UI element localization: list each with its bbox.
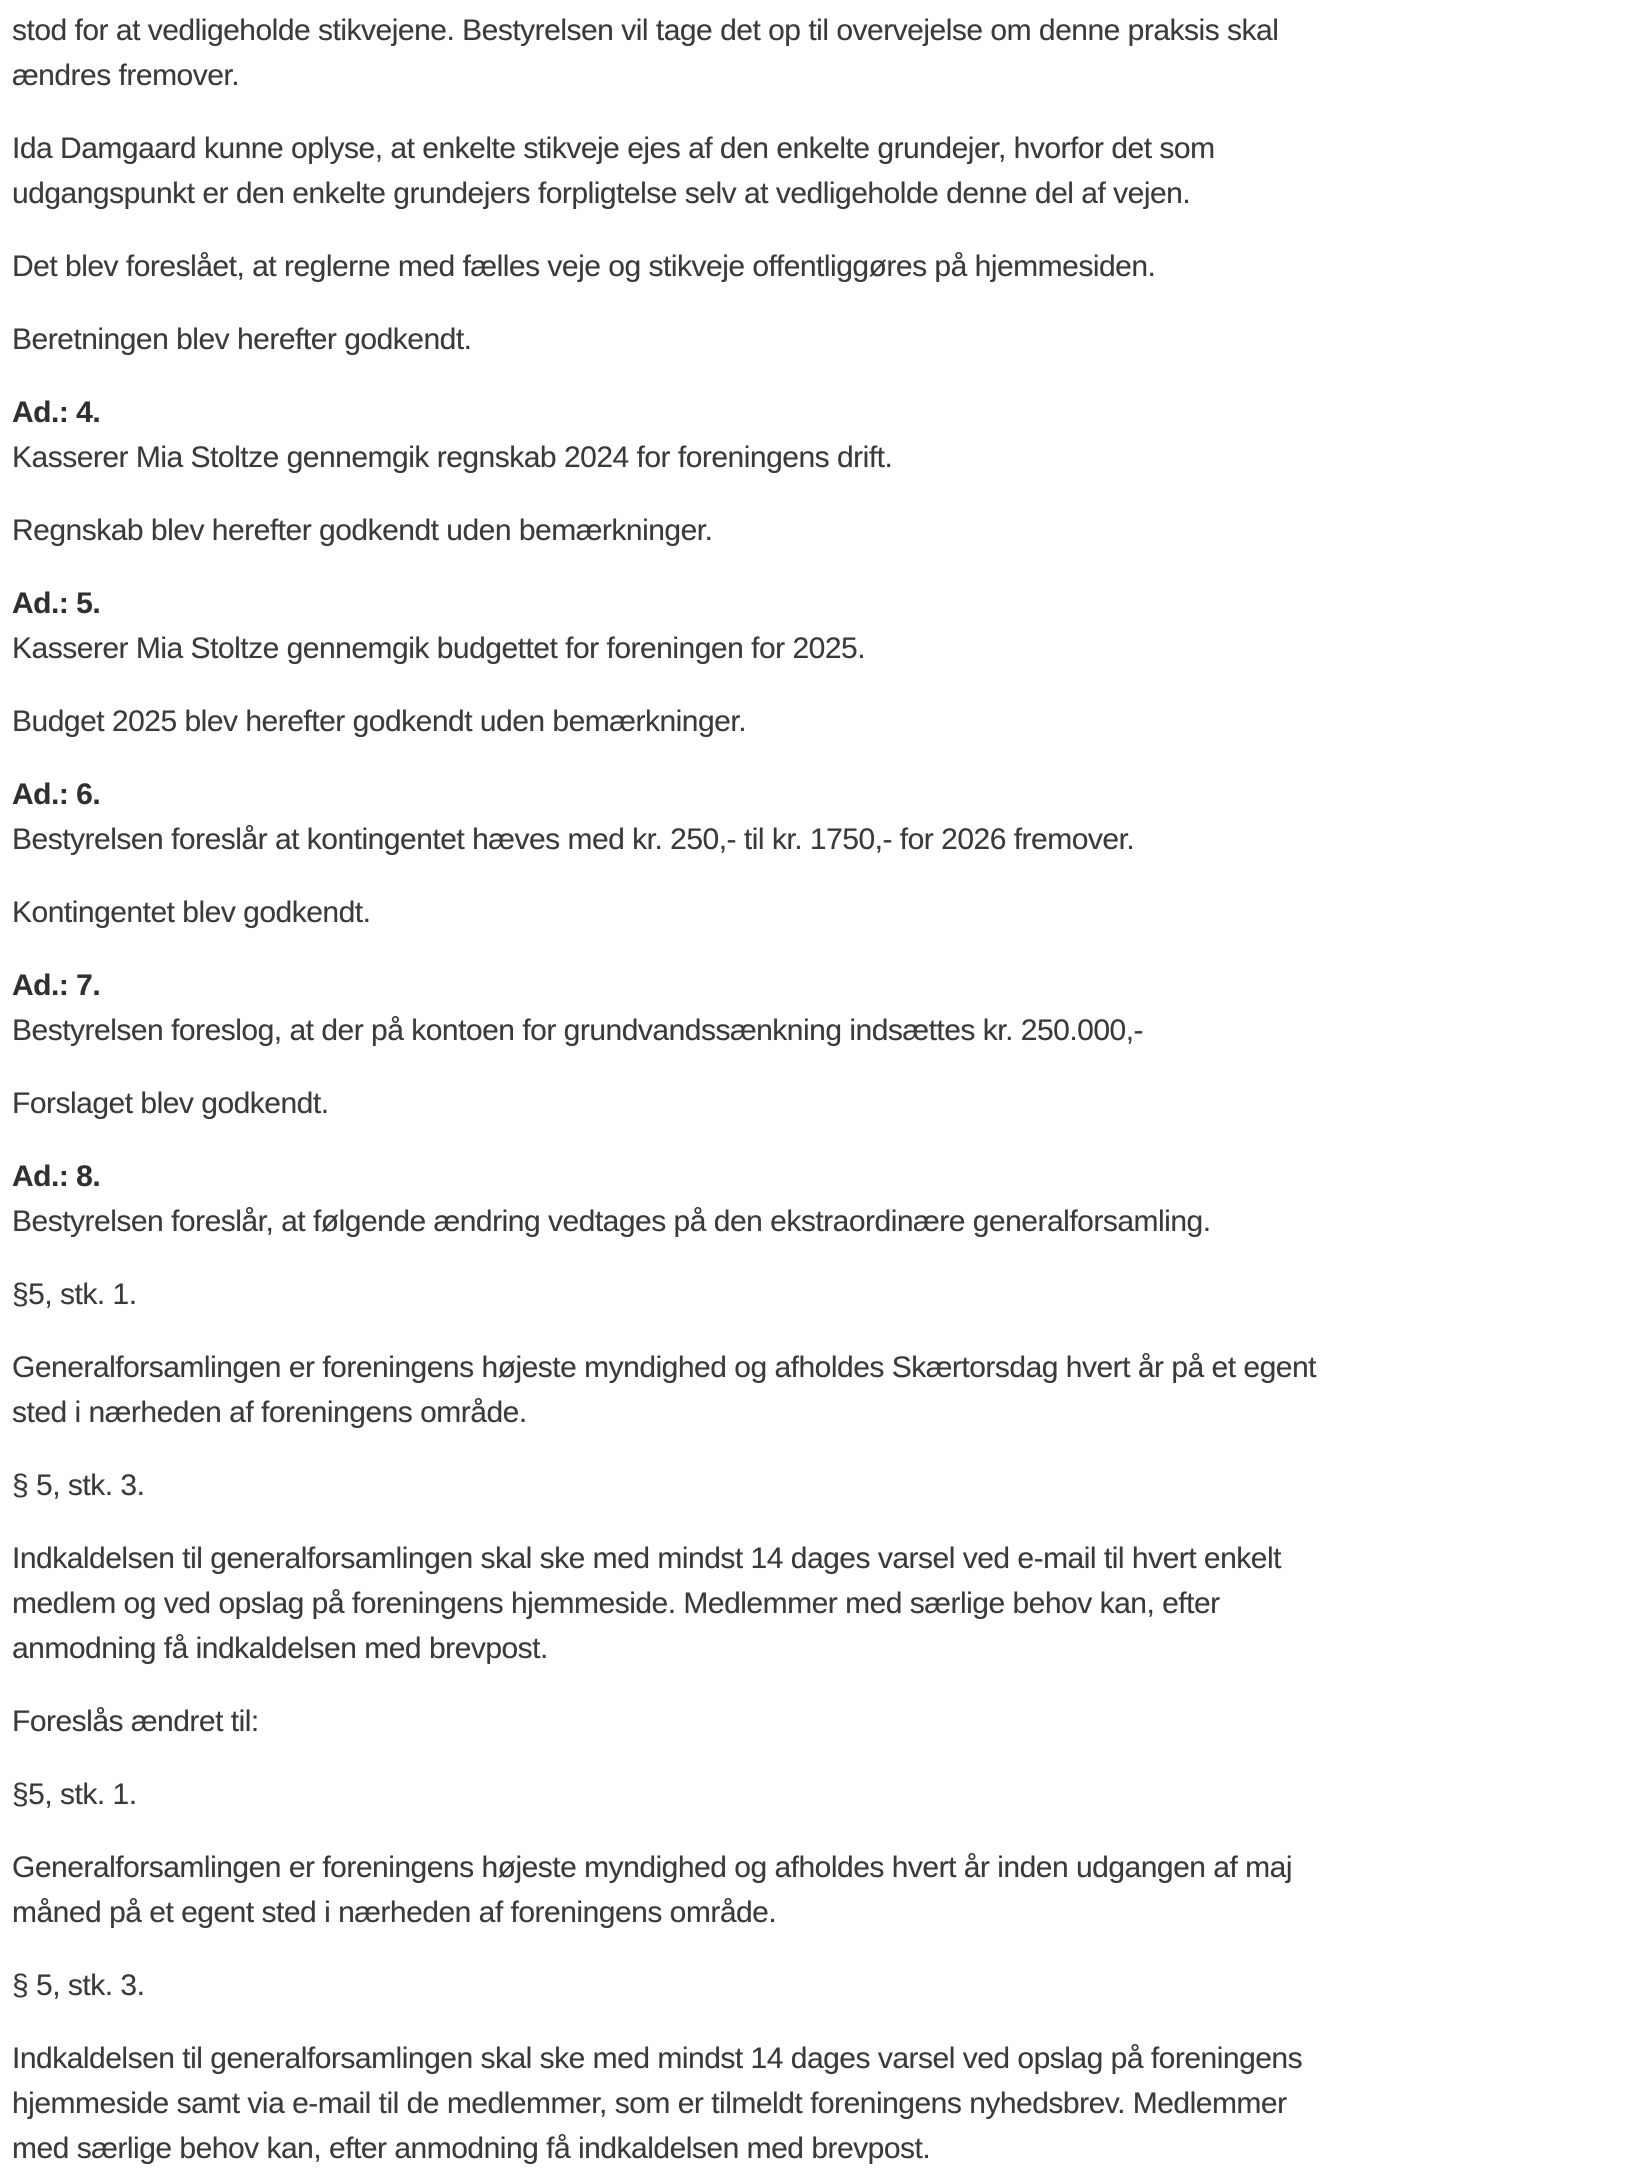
agenda-item-heading: Ad.: 7. — [12, 969, 101, 1002]
text-line: §5, stk. 1. — [12, 1778, 137, 1811]
paragraph — [12, 508, 1536, 553]
agenda-item-4 — [12, 390, 1536, 480]
text-line: anmodning få indkaldelsen med brevpost. — [12, 1632, 548, 1665]
text-line: ændres fremover. — [12, 59, 240, 92]
text-line: Generalforsamlingen er foreningens højeste myndighed og afholdes hvert år inden udgangen af maj — [12, 1851, 1292, 1884]
text-line: Indkaldelsen til generalforsamlingen skal ske med mindst 14 dages varsel ved opslag på foreningens — [12, 2042, 1303, 2075]
text-line: Kasserer Mia Stoltze gennemgik budgettet for foreningen for 2025. — [12, 632, 866, 665]
paragraph — [12, 2036, 1536, 2171]
agenda-item-heading: Ad.: 4. — [12, 396, 101, 429]
section-reference — [12, 1963, 1536, 2008]
text-line: medlem og ved opslag på foreningens hjemmeside. Medlemmer med særlige behov kan, efter — [12, 1587, 1220, 1620]
agenda-item-heading: Ad.: 5. — [12, 587, 101, 620]
paragraph — [12, 1081, 1536, 1126]
text-line: udgangspunkt er den enkelte grundejers forpligtelse selv at vedligeholde denne del af vejen. — [12, 177, 1191, 210]
text-line: måned på et egent sted i nærheden af foreningens område. — [12, 1896, 777, 1929]
paragraph — [12, 1699, 1536, 1744]
text-line: §5, stk. 1. — [12, 1278, 137, 1311]
section-reference — [12, 1772, 1536, 1817]
paragraph — [12, 244, 1536, 289]
paragraph — [12, 1536, 1536, 1671]
text-line: Generalforsamlingen er foreningens højeste myndighed og afholdes Skærtorsdag hvert år på et egent — [12, 1351, 1316, 1384]
text-line: Bestyrelsen foreslog, at der på kontoen for grundvandssænkning indsættes kr. 250.000,- — [12, 1014, 1144, 1047]
text-line: Budget 2025 blev herefter godkendt uden bemærkninger. — [12, 705, 747, 738]
text-line: Ida Damgaard kunne oplyse, at enkelte stikveje ejes af den enkelte grundejer, hvorfor det som — [12, 132, 1215, 165]
text-line: Regnskab blev herefter godkendt uden bemærkninger. — [12, 514, 713, 547]
section-reference — [12, 1463, 1536, 1508]
paragraph — [12, 1345, 1536, 1435]
text-line: Bestyrelsen foreslår at kontingentet hæves med kr. 250,- til kr. 1750,- for 2026 fremover. — [12, 823, 1135, 856]
text-line: Det blev foreslået, at reglerne med fælles veje og stikveje offentliggøres på hjemmesiden. — [12, 250, 1156, 283]
agenda-item-heading: Ad.: 6. — [12, 778, 101, 811]
text-line: § 5, stk. 3. — [12, 1469, 145, 1502]
text-line: Beretningen blev herefter godkendt. — [12, 323, 472, 356]
paragraph — [12, 890, 1536, 935]
paragraph — [12, 126, 1536, 216]
text-line: Indkaldelsen til generalforsamlingen skal ske med mindst 14 dages varsel ved e-mail til hvert enkelt — [12, 1542, 1281, 1575]
text-line: Kontingentet blev godkendt. — [12, 896, 371, 929]
section-reference — [12, 1272, 1536, 1317]
text-line: Forslaget blev godkendt. — [12, 1087, 329, 1120]
text-line: med særlige behov kan, efter anmodning få indkaldelsen med brevpost. — [12, 2132, 931, 2165]
text-line: § 5, stk. 3. — [12, 1969, 145, 2002]
paragraph — [12, 317, 1536, 362]
paragraph — [12, 1845, 1536, 1935]
agenda-item-6 — [12, 772, 1536, 862]
text-line: hjemmeside samt via e-mail til de medlemmer, som er tilmeldt foreningens nyhedsbrev. Medlemmer — [12, 2087, 1287, 2120]
agenda-item-8 — [12, 1154, 1536, 1244]
text-line: Foreslås ændret til: — [12, 1705, 259, 1738]
paragraph — [12, 699, 1536, 744]
text-line: stod for at vedligeholde stikvejene. Bestyrelsen vil tage det op til overvejelse om denne praksis skal — [12, 14, 1279, 47]
text-line: sted i nærheden af foreningens område. — [12, 1396, 527, 1429]
agenda-item-heading: Ad.: 8. — [12, 1160, 101, 1193]
text-line: Bestyrelsen foreslår, at følgende ændring vedtages på den ekstraordinære generalforsamling. — [12, 1205, 1211, 1238]
agenda-item-5 — [12, 581, 1536, 671]
agenda-item-7 — [12, 963, 1536, 1053]
text-line: Kasserer Mia Stoltze gennemgik regnskab 2024 for foreningens drift. — [12, 441, 893, 474]
paragraph — [12, 8, 1536, 98]
